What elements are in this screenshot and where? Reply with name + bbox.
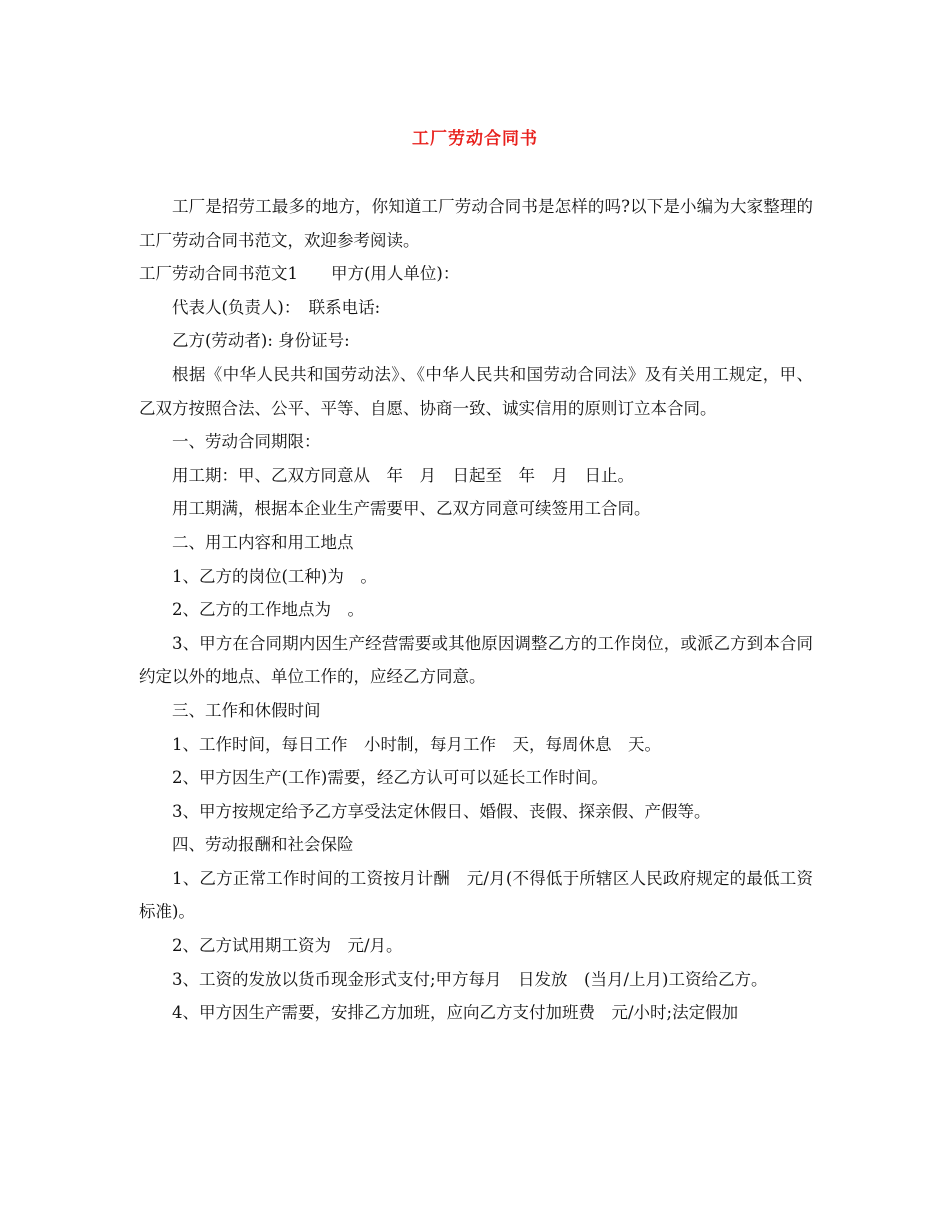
paragraph: 二、用工内容和用工地点 bbox=[172, 532, 354, 552]
paragraph: 一、劳动合同期限： bbox=[172, 432, 321, 452]
paragraph: 2、乙方的工作地点为 。 bbox=[172, 600, 364, 620]
paragraph: 用工期满，根据本企业生产需要甲、乙双方同意可续签用工合同。 bbox=[172, 499, 651, 519]
paragraph: 2、甲方因生产(工作)需要，经乙方认可可以延长工作时间。 bbox=[172, 768, 608, 788]
paragraph: 三、工作和休假时间 bbox=[172, 700, 321, 720]
paragraph: 四、劳动报酬和社会保险 bbox=[172, 835, 354, 855]
paragraph: 1、工作时间，每日工作 小时制，每月工作 天，每周休息 天。 bbox=[172, 734, 661, 754]
document-body bbox=[139, 190, 813, 1030]
paragraph: 1、乙方正常工作时间的工资按月计酬 元/月(不得低于所辖区人民政府规定的最低工资标准)。 bbox=[139, 868, 813, 922]
paragraph: 4、甲方因生产需要，安排乙方加班，应向乙方支付加班费 元/小时;法定假加 bbox=[172, 1003, 739, 1023]
paragraph: 乙方(劳动者): 身份证号: bbox=[172, 331, 350, 351]
paragraph: 根据《中华人民共和国劳动法》、《中华人民共和国劳动合同法》及有关用工规定，甲、乙双方按照合法、公平、平等、自愿、协商一致、诚实信用的原则订立本合同。 bbox=[139, 364, 813, 418]
paragraph: 3、甲方在合同期内因生产经营需要或其他原因调整乙方的工作岗位，或派乙方到本合同约定以外的地点、单位工作的，应经乙方同意。 bbox=[139, 633, 813, 687]
paragraph: 用工期：甲、乙双方同意从 年 月 日起至 年 月 日止。 bbox=[172, 465, 634, 485]
document-title: 工厂劳动合同书 bbox=[412, 129, 538, 149]
paragraph: 工厂是招劳工最多的地方，你知道工厂劳动合同书是怎样的吗?以下是小编为大家整理的工厂劳动合同书范文，欢迎参考阅读。 bbox=[139, 197, 813, 250]
paragraph: 2、乙方试用期工资为 元/月。 bbox=[172, 936, 403, 956]
paragraph: 代表人(负责人)： 联系电话: bbox=[172, 297, 381, 317]
paragraph: 工厂劳动合同书范文1 甲方(用人单位)： bbox=[139, 264, 460, 284]
paragraph: 3、工资的发放以货币现金形式支付;甲方每月 日发放 (当月/上月)工资给乙方。 bbox=[172, 969, 768, 989]
paragraph: 3、甲方按规定给予乙方享受法定休假日、婚假、丧假、探亲假、产假等。 bbox=[172, 801, 711, 821]
paragraph: 1、乙方的岗位(工种)为 。 bbox=[172, 566, 377, 586]
